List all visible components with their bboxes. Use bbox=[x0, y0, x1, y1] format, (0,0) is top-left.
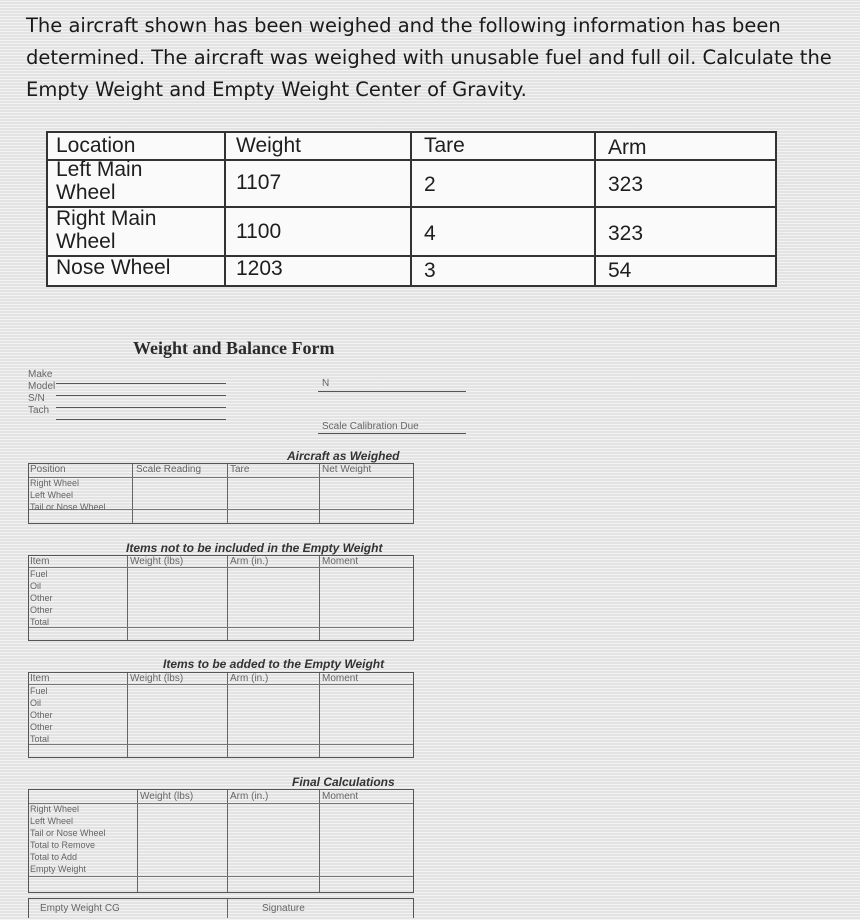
added-col-item: Item bbox=[30, 673, 50, 684]
added-col-arm: Arm (in.) bbox=[230, 673, 269, 684]
final-row-remove: Total to Remove bbox=[30, 840, 96, 850]
row2-location-line1: Right Main bbox=[56, 207, 157, 230]
empty-cg-label: Empty Weight CG bbox=[40, 903, 120, 914]
question-text: The aircraft shown has been weighed and the following information has been determined. The aircraft was weighed with unusable fuel and full oil. Calculate the Empty Weight and Empty Weight Center of Gravity. bbox=[26, 14, 832, 101]
final-row-left: Left Wheel bbox=[30, 816, 74, 826]
added-row-fuel: Fuel bbox=[30, 686, 48, 696]
n-number-label: N bbox=[322, 378, 330, 389]
added-grid bbox=[28, 672, 414, 758]
final-col-arm: Arm (in.) bbox=[230, 791, 269, 802]
row3-weight: 1203 bbox=[236, 257, 283, 280]
final-col-weight: Weight (lbs) bbox=[140, 791, 194, 802]
weighed-row-left: Left Wheel bbox=[30, 490, 74, 500]
weighed-heading: Aircraft as Weighed bbox=[287, 449, 400, 463]
row1-location-line2: Wheel bbox=[56, 181, 116, 204]
added-col-moment: Moment bbox=[322, 673, 359, 684]
final-row-tail: Tail or Nose Wheel bbox=[30, 828, 106, 838]
field-model-label: Model bbox=[28, 381, 56, 392]
row2-location-line2: Wheel bbox=[56, 230, 116, 253]
final-heading: Final Calculations bbox=[292, 775, 395, 789]
row2-weight: 1100 bbox=[236, 220, 282, 243]
weighed-col-tare: Tare bbox=[230, 464, 250, 475]
row1-location-line1: Left Main bbox=[56, 158, 143, 181]
field-make-line bbox=[56, 383, 226, 384]
weighed-row-right: Right Wheel bbox=[30, 478, 80, 488]
not-included-row-total: Total bbox=[30, 617, 50, 627]
row1-arm: 323 bbox=[608, 173, 644, 196]
added-row-total: Total bbox=[30, 734, 50, 744]
field-model-line bbox=[56, 395, 226, 396]
row2-tare: 4 bbox=[424, 222, 436, 245]
n-number-line bbox=[318, 391, 466, 392]
field-tach-label: Tach bbox=[28, 405, 50, 416]
signature-label: Signature bbox=[262, 903, 305, 914]
field-tach-line bbox=[56, 419, 226, 420]
header-arm: Arm bbox=[608, 136, 647, 159]
final-col-moment: Moment bbox=[322, 791, 359, 802]
row3-location: Nose Wheel bbox=[56, 256, 171, 279]
not-included-heading: Items not to be included in the Empty Weight bbox=[126, 541, 383, 555]
header-tare: Tare bbox=[424, 134, 465, 157]
not-included-col-weight: Weight (lbs) bbox=[130, 556, 184, 567]
not-included-col-item: Item bbox=[30, 556, 50, 567]
header-weight: Weight bbox=[236, 134, 301, 157]
not-included-row-other: Other bbox=[30, 593, 53, 603]
added-row-other2: Other bbox=[30, 722, 53, 732]
final-row-add: Total to Add bbox=[30, 852, 78, 862]
weights-table bbox=[46, 131, 777, 287]
added-col-weight: Weight (lbs) bbox=[130, 673, 184, 684]
row1-tare: 2 bbox=[424, 173, 436, 196]
not-included-grid bbox=[28, 555, 414, 641]
row3-arm: 54 bbox=[608, 259, 632, 282]
not-included-col-moment: Moment bbox=[322, 556, 359, 567]
weighed-col-position: Position bbox=[30, 464, 66, 475]
not-included-row-oil: Oil bbox=[30, 581, 41, 591]
added-row-oil: Oil bbox=[30, 698, 41, 708]
not-included-row-other2: Other bbox=[30, 605, 53, 615]
field-sn-line bbox=[56, 407, 226, 408]
scale-due-label: Scale Calibration Due bbox=[322, 421, 419, 432]
header-location: Location bbox=[56, 134, 136, 157]
weighed-row-tail: Tail or Nose Wheel bbox=[30, 502, 106, 512]
added-row-other: Other bbox=[30, 710, 53, 720]
form-title: Weight and Balance Form bbox=[133, 338, 335, 358]
row1-weight: 1107 bbox=[236, 171, 282, 194]
field-sn-label: S/N bbox=[28, 393, 45, 404]
scale-due-line bbox=[318, 433, 466, 434]
weighed-col-net: Net Weight bbox=[322, 464, 372, 475]
final-row-right: Right Wheel bbox=[30, 804, 80, 814]
added-heading: Items to be added to the Empty Weight bbox=[163, 657, 385, 671]
row2-arm: 323 bbox=[608, 222, 644, 245]
row3-tare: 3 bbox=[424, 259, 436, 282]
weighed-col-scale: Scale Reading bbox=[136, 464, 202, 475]
not-included-row-fuel: Fuel bbox=[30, 569, 48, 579]
final-row-empty: Empty Weight bbox=[30, 864, 86, 874]
field-make-label: Make bbox=[28, 369, 53, 380]
not-included-col-arm: Arm (in.) bbox=[230, 556, 269, 567]
